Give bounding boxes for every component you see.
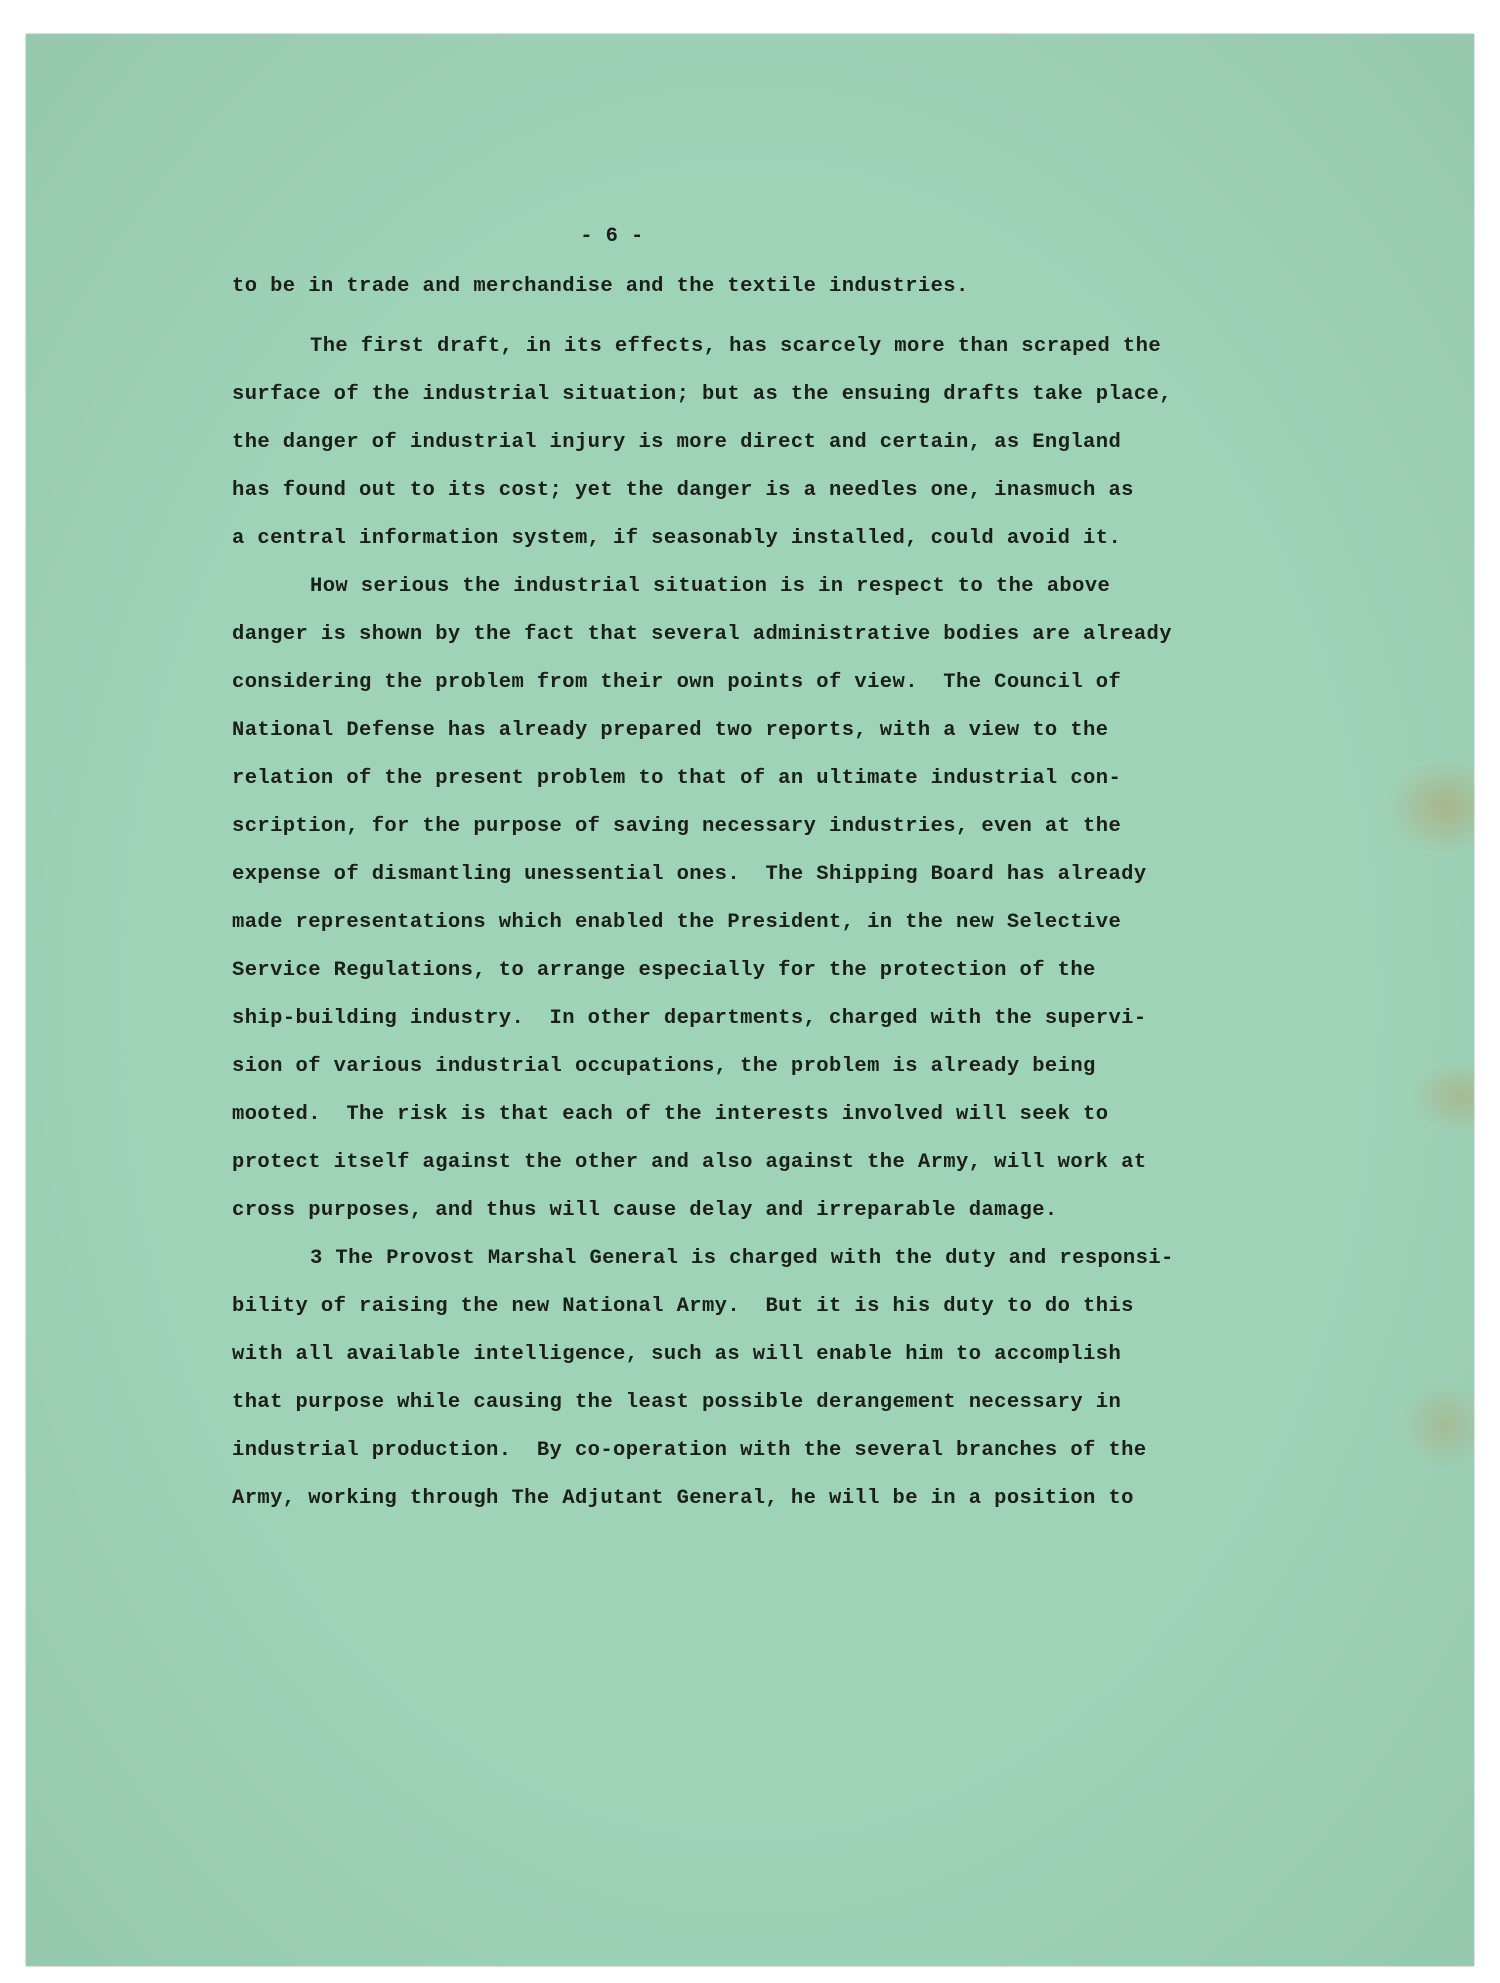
text-line: made representations which enabled the President, in the new Selective bbox=[232, 911, 1122, 934]
text-line: a central information system, if seasonably installed, could avoid it. bbox=[232, 527, 1122, 550]
text-line: surface of the industrial situation; but as the ensuing drafts take place, bbox=[232, 383, 1172, 406]
text-line: Service Regulations, to arrange especially for the protection of the bbox=[232, 959, 1096, 982]
text-line: danger is shown by the fact that several administrative bodies are already bbox=[232, 623, 1172, 646]
text-line: bility of raising the new National Army. But it is his duty to do this bbox=[232, 1295, 1134, 1318]
text-line: has found out to its cost; yet the danger is a needles one, inasmuch as bbox=[232, 479, 1134, 502]
text-line: with all available intelligence, such as will enable him to accomplish bbox=[232, 1343, 1122, 1366]
paragraph-start-line: 3 The Provost Marshal General is charged with the duty and responsi- bbox=[310, 1247, 1174, 1270]
text-line: sion of various industrial occupations, the problem is already being bbox=[232, 1055, 1096, 1078]
text-line: National Defense has already prepared two reports, with a view to the bbox=[232, 719, 1109, 742]
text-line: mooted. The risk is that each of the interests involved will seek to bbox=[232, 1103, 1109, 1126]
page-number: - 6 - bbox=[580, 225, 644, 248]
text-line: scription, for the purpose of saving necessary industries, even at the bbox=[232, 815, 1122, 838]
text-line: that purpose while causing the least possible derangement necessary in bbox=[232, 1391, 1122, 1414]
text-line: considering the problem from their own points of view. The Council of bbox=[232, 671, 1122, 694]
text-line: cross purposes, and thus will cause delay and irreparable damage. bbox=[232, 1199, 1058, 1222]
text-line: protect itself against the other and also against the Army, will work at bbox=[232, 1151, 1147, 1174]
text-line: relation of the present problem to that of an ultimate industrial con- bbox=[232, 767, 1122, 790]
text-line: the danger of industrial injury is more direct and certain, as England bbox=[232, 431, 1122, 454]
text-line: ship-building industry. In other departments, charged with the supervi- bbox=[232, 1007, 1147, 1030]
text-line: Army, working through The Adjutant General, he will be in a position to bbox=[232, 1487, 1134, 1510]
paragraph-start-line: How serious the industrial situation is in respect to the above bbox=[310, 575, 1111, 598]
text-line: to be in trade and merchandise and the textile industries. bbox=[232, 275, 969, 298]
text-line: expense of dismantling unessential ones. The Shipping Board has already bbox=[232, 863, 1147, 886]
paragraph-start-line: The first draft, in its effects, has scarcely more than scraped the bbox=[310, 335, 1162, 358]
text-line: industrial production. By co-operation with the several branches of the bbox=[232, 1439, 1147, 1462]
document-page bbox=[26, 34, 1474, 1966]
